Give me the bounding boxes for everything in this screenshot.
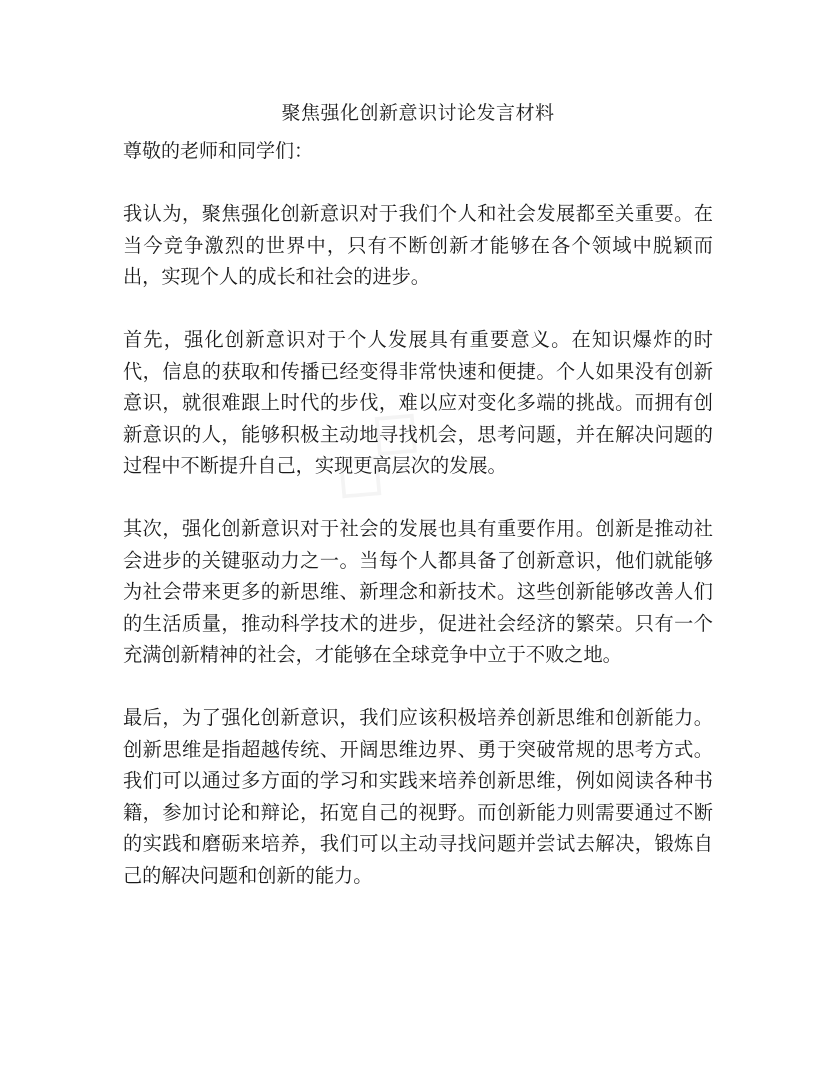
document-title: 聚焦强化创新意识讨论发言材料 (281, 102, 555, 124)
paragraph-1: 我认为，聚焦强化创新意识对于我们个人和社会发展都至关重要。在当今竞争激烈的世界中，只有不断创新才能够在各个领域中脱颖而出，实现个人的成长和社会的进步。 (123, 202, 713, 288)
document-body (123, 98, 713, 923)
paragraph-4: 最后，为了强化创新意识，我们应该积极培养创新思维和创新能力。创新思维是指超越传统、开阔思维边界、勇于突破常规的思考方式。我们可以通过多方面的学习和实践来培养创新思维，例如阅读各种书籍，参加讨论和辩论，拓宽自己的视野。而创新能力则需要通过不断的实践和磨砺来培养，我们可以主动寻找问题并尝试去解决，锻炼自己的解决问题和创新的能力。 (123, 706, 713, 887)
paragraph-3: 其次，强化创新意识对于社会的发展也具有重要作用。创新是推动社会进步的关键驱动力之一。当每个人都具备了创新意识，他们就能够为社会带来更多的新思维、新理念和新技术。这些创新能够改善人们的生活质量，推动科学技术的进步，促进社会经济的繁荣。只有一个充满创新精神的社会，才能够在全球竞争中立于不败之地。 (123, 517, 713, 666)
salutation: 尊敬的老师和同学们： (123, 140, 314, 162)
paragraph-2: 首先，强化创新意识对于个人发展具有重要意义。在知识爆炸的时代，信息的获取和传播已经变得非常快速和便捷。个人如果没有创新意识，就很难跟上时代的步伐，难以应对变化多端的挑战。而拥有创新意识的人，能够积极主动地寻找机会，思考问题，并在解决问题的过程中不断提升自己，实现更高层次的发展。 (123, 328, 713, 477)
